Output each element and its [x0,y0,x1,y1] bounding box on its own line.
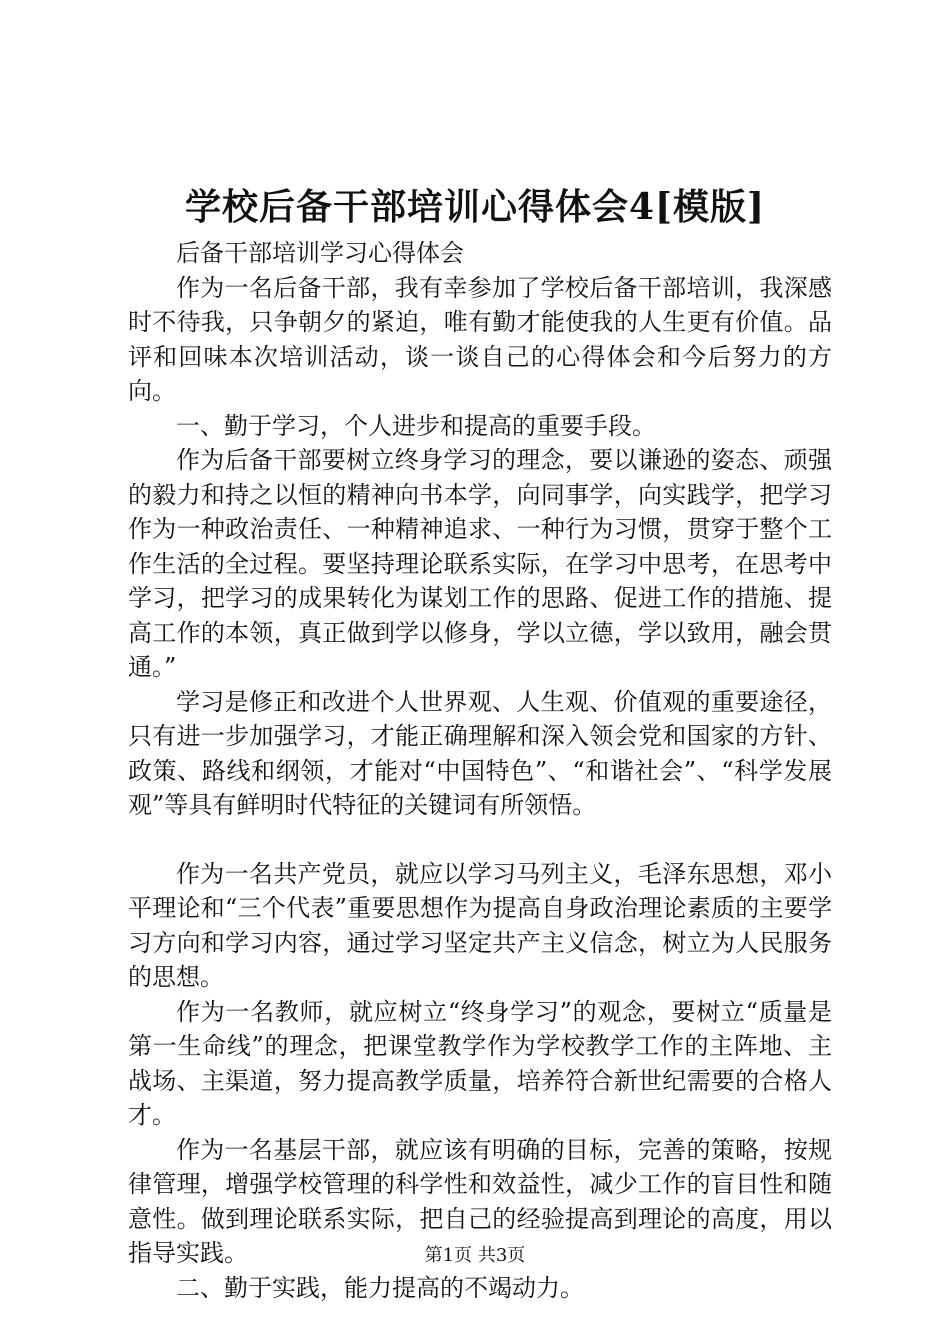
paragraph: 作为一名基层干部，就应该有明确的目标，完善的策略，按规律管理，增强学校管理的科学性和效益性，减少工作的盲目性和随意性。做到理论联系实际，把自己的经验提高到理论的高度，用以指导实践。 [128,1135,832,1267]
paragraph: 作为后备干部要树立终身学习的理念，要以谦逊的姿态、顽强的毅力和持之以恒的精神向书本学，向同事学，向实践学，把学习作为一种政治责任、一种精神追求、一种行为习惯，贯穿于整个工作生活的全过程。要坚持理论联系实际，在学习中思考，在思考中学习，把学习的成果转化为谋划工作的思路、促进工作的措施、提高工作的本领，真正做到学以修身，学以立德，学以致用，融会贯通。” [128,446,832,681]
paragraph: 作为一名共产党员，就应以学习马列主义，毛泽东思想，邓小平理论和“三个代表”重要思想作为提高自身政治理论素质的主要学习方向和学习内容，通过学习坚定共产主义信念，树立为人民服务的思想。 [128,859,832,991]
page-footer: 第1页 共3页 [424,1245,526,1266]
section-heading-2: 二、勤于实践，能力提高的不竭动力。 [176,1273,584,1302]
document-title: 学校后备干部培训心得体会4[模版] [184,186,766,228]
section-heading-1: 一、勤于学习，个人进步和提高的重要手段。 [176,411,656,440]
paragraph-subtitle: 后备干部培训学习心得体会 [176,239,464,267]
paragraph-intro: 作为一名后备干部，我有幸参加了学校后备干部培训，我深感时不待我，只争朝夕的紧迫，唯有勤才能使我的人生更有价值。品评和回味本次培训活动，谈一谈自己的心得体会和今后努力的方向。 [128,273,832,405]
paragraph: 学习是修正和改进个人世界观、人生观、价值观的重要途径，只有进一步加强学习，才能正确理解和深入领会党和国家的方针、政策、路线和纲领，才能对“中国特色”、“和谐社会”、“科学发展观”等具有鲜明时代特征的关键词有所领悟。 [128,687,832,819]
document-body [128,236,832,1305]
paragraph: 作为一名教师，就应树立“终身学习”的观念，要树立“质量是第一生命线”的理念，把课堂教学作为学校教学工作的主阵地、主战场、主渠道，努力提高教学质量，培养符合新世纪需要的合格人才。 [128,997,832,1129]
